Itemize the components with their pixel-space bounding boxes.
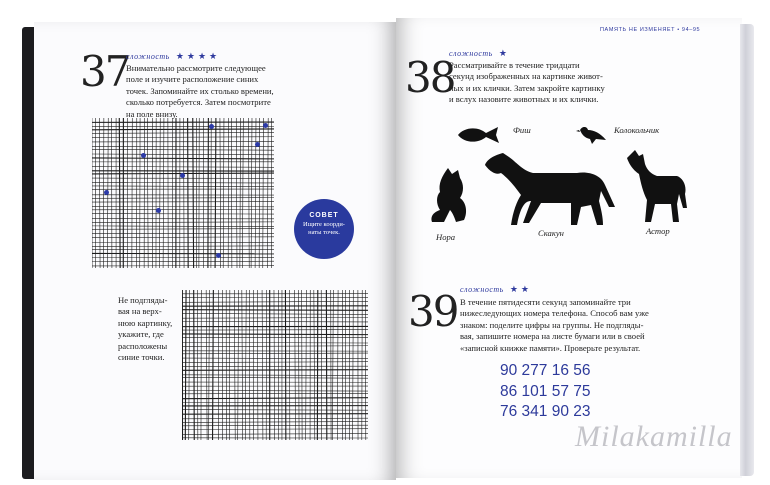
grid-line [306,290,307,440]
grid-line [92,246,274,247]
exercise-39-text [460,297,675,354]
advice-line: Ищите коорди- [303,221,345,228]
grid-line [255,118,256,268]
grid-line [182,310,368,311]
difficulty-38 [449,48,510,59]
grid-line [236,118,237,268]
blue-dot [263,123,268,128]
grid-line [92,226,274,227]
grid-line [249,118,250,268]
grid-line [182,410,368,411]
grid-line [182,390,368,391]
fish-icon [456,124,502,146]
text-line: Внимательно рассмотрите следующее [126,63,266,73]
grid-line [314,290,315,440]
difficulty-37 [126,51,220,62]
difficulty-39 [460,284,532,295]
text-line: В течение пятидесяти секунд запоминайте три [460,297,631,307]
animal-name-zebra: Скакун [538,228,564,238]
phone-number: 90 277 16 56 [500,362,591,379]
text-line: ных и их клички. Затем закройте картинку [449,82,605,93]
grid-line [206,290,207,440]
grid-line [337,290,338,440]
grid-line [182,398,368,399]
exercise-38-text [449,60,639,106]
grid-line [213,290,214,440]
blue-dot [255,142,260,147]
grid-line [182,418,368,419]
phone-number: 76 341 90 23 [500,403,591,420]
grid-line [298,290,299,440]
grid-line [194,290,195,440]
text-line: расположены [118,340,168,351]
grid-line [295,290,296,440]
blue-dot [216,253,221,258]
exercise-number-38: 38 [405,53,455,102]
grid-line [160,118,161,268]
advice-line: наты точек. [308,229,340,236]
grid-line [99,118,100,268]
advice-badge [294,199,354,259]
grid-line [242,118,243,268]
grid-line [245,290,246,440]
grid-line [182,330,368,331]
grid-line [263,118,264,268]
zebra-icon [481,151,617,227]
star-rating: ★ [498,48,510,58]
phone-number-list [500,361,591,423]
grid-line [163,118,164,268]
bird-icon [576,124,608,146]
grid-line [332,290,333,440]
text-line: знаком: поделите цифры на группы. Не подгляды- [460,319,644,330]
blue-dot [156,208,161,213]
grid-line [215,118,216,268]
grid-line [92,237,274,238]
memory-grid-top [92,118,274,268]
text-line: вая, запишите номера на листе бумаги или в своей [460,331,645,342]
animal-name-bird: Колокольчик [614,125,660,135]
difficulty-label: сложность [449,49,493,58]
grid-line [182,313,368,314]
blue-dot [104,190,109,195]
grid-line [182,321,368,322]
grid-line [274,290,275,440]
text-line: нюю картинку, [118,317,173,328]
advice-title: СОВЕТ [309,212,339,219]
exercise-37-text [126,63,296,120]
star-rating: ★★ [509,284,532,294]
grid-line [182,346,368,347]
exercise-number-37: 37 [80,47,130,96]
grid-line [182,425,368,426]
grid-line [182,370,368,371]
grid-line [242,290,243,440]
grid-line [182,393,368,394]
grid-line [267,118,268,268]
watermark: Milakamilla [575,420,733,453]
grid-line [209,290,210,440]
running-title: ПАМЯТЬ НЕ ИЗМЕНЯЕТ • 94–95 [600,27,701,33]
text-line: и вслух назовите животных и их клички. [449,94,599,105]
grid-line [220,118,221,268]
blue-dot [209,124,214,129]
animal-name-cat: Нора [436,232,456,242]
difficulty-label: сложность [126,52,170,61]
grid-line [92,261,274,262]
grid-line [189,290,190,440]
grid-line [119,118,120,268]
text-line: Не подгляды- [118,295,168,305]
grid-line [257,290,258,440]
grid-line [182,429,368,430]
grid-line [182,422,368,423]
cat-icon [430,166,470,224]
grid-line [147,118,148,268]
grid-line [92,265,274,266]
star-rating: ★★★★ [175,51,221,61]
text-line: точек. Запоминайте их столько времени, [126,85,274,96]
text-line: секунд изображенных на картинке живот- [449,71,603,82]
page-edges [740,24,754,476]
blue-dot [141,153,146,158]
grid-line [251,118,252,268]
grid-line [234,290,235,440]
text-line: поле и изучите расположение синих [126,74,259,85]
difficulty-label: сложность [460,285,504,294]
grid-line [182,342,368,343]
grid-line [182,375,368,376]
grid-line [182,334,368,335]
dog-icon [625,148,689,224]
grid-line [182,362,368,363]
text-line: нижеследующих номера телефона. Способ вам уже [460,308,649,319]
animal-name-dog: Астор [646,226,670,236]
text-line: на поле внизу. [126,108,178,119]
text-line: сколько потребуется. Затем посмотрите [126,97,271,108]
grid-line [92,229,274,230]
grid-line [182,434,368,435]
grid-line [182,301,368,302]
text-line: укажите, где [118,329,164,340]
text-line: синие точки. [118,352,165,363]
exercise-number-39: 39 [408,287,458,336]
phone-number: 86 101 57 75 [500,382,591,400]
grid-line [223,118,224,268]
grid-line [182,358,368,359]
text-line: вая на верх- [118,306,162,317]
memory-grid-bottom [182,290,368,440]
blue-dot [180,173,185,178]
grid-line [92,222,274,223]
recall-instruction [118,295,188,363]
grid-line [238,290,239,440]
animal-name-fish: Фиш [513,125,531,135]
grid-line [182,377,368,378]
grid-line [262,290,263,440]
grid-line [182,318,368,319]
text-line: Рассматривайте в течение тридцати [449,60,580,70]
grid-line [185,290,186,440]
grid-line [353,290,354,440]
text-line: «записной книжке памяти». Проверьте результат. [460,342,641,353]
grid-line [193,118,194,268]
grid-line [240,118,241,268]
advice-body [294,221,354,237]
grid-line [188,118,189,268]
grid-line [182,353,368,354]
